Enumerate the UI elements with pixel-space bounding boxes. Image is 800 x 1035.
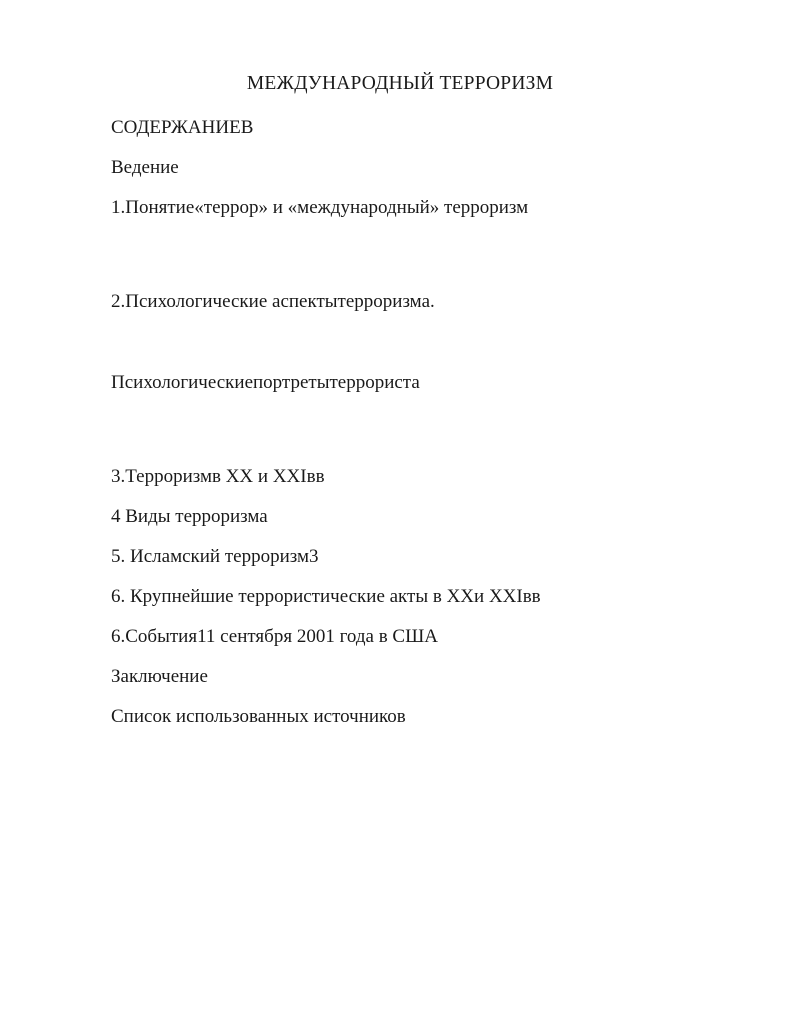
table-of-contents: [111, 114, 731, 730]
toc-entry-4: 4 Виды терроризма: [111, 506, 268, 527]
toc-entry-references: Список использованных источников: [111, 706, 406, 727]
toc-entry-6: 6. Крупнейшие террористические акты в XXи XXIвв: [111, 586, 541, 607]
page-title: МЕЖДУНАРОДНЫЙ ТЕРРОРИЗМ: [246, 73, 554, 94]
toc-entry-2: [111, 234, 731, 450]
toc-entry-1: 1.Понятие«террор» и «международный» терроризм: [111, 197, 529, 218]
toc-entry-6-duplicate: 6.События11 сентября 2001 года в США: [111, 626, 438, 647]
contents-heading: СОДЕРЖАНИЕВ: [111, 117, 254, 138]
toc-entry-2-line-2: Психологическиепортретытеррориста: [111, 372, 420, 393]
toc-entry-2-line-1: 2.Психологические аспектытерроризма.: [111, 291, 435, 312]
toc-entry-conclusion: Заключение: [111, 666, 208, 687]
toc-entry-introduction: Ведение: [111, 157, 179, 178]
toc-entry-3: 3.Терроризмв XX и XXIвв: [111, 466, 325, 487]
toc-entry-5: 5. Исламский терроризм3: [111, 546, 319, 567]
